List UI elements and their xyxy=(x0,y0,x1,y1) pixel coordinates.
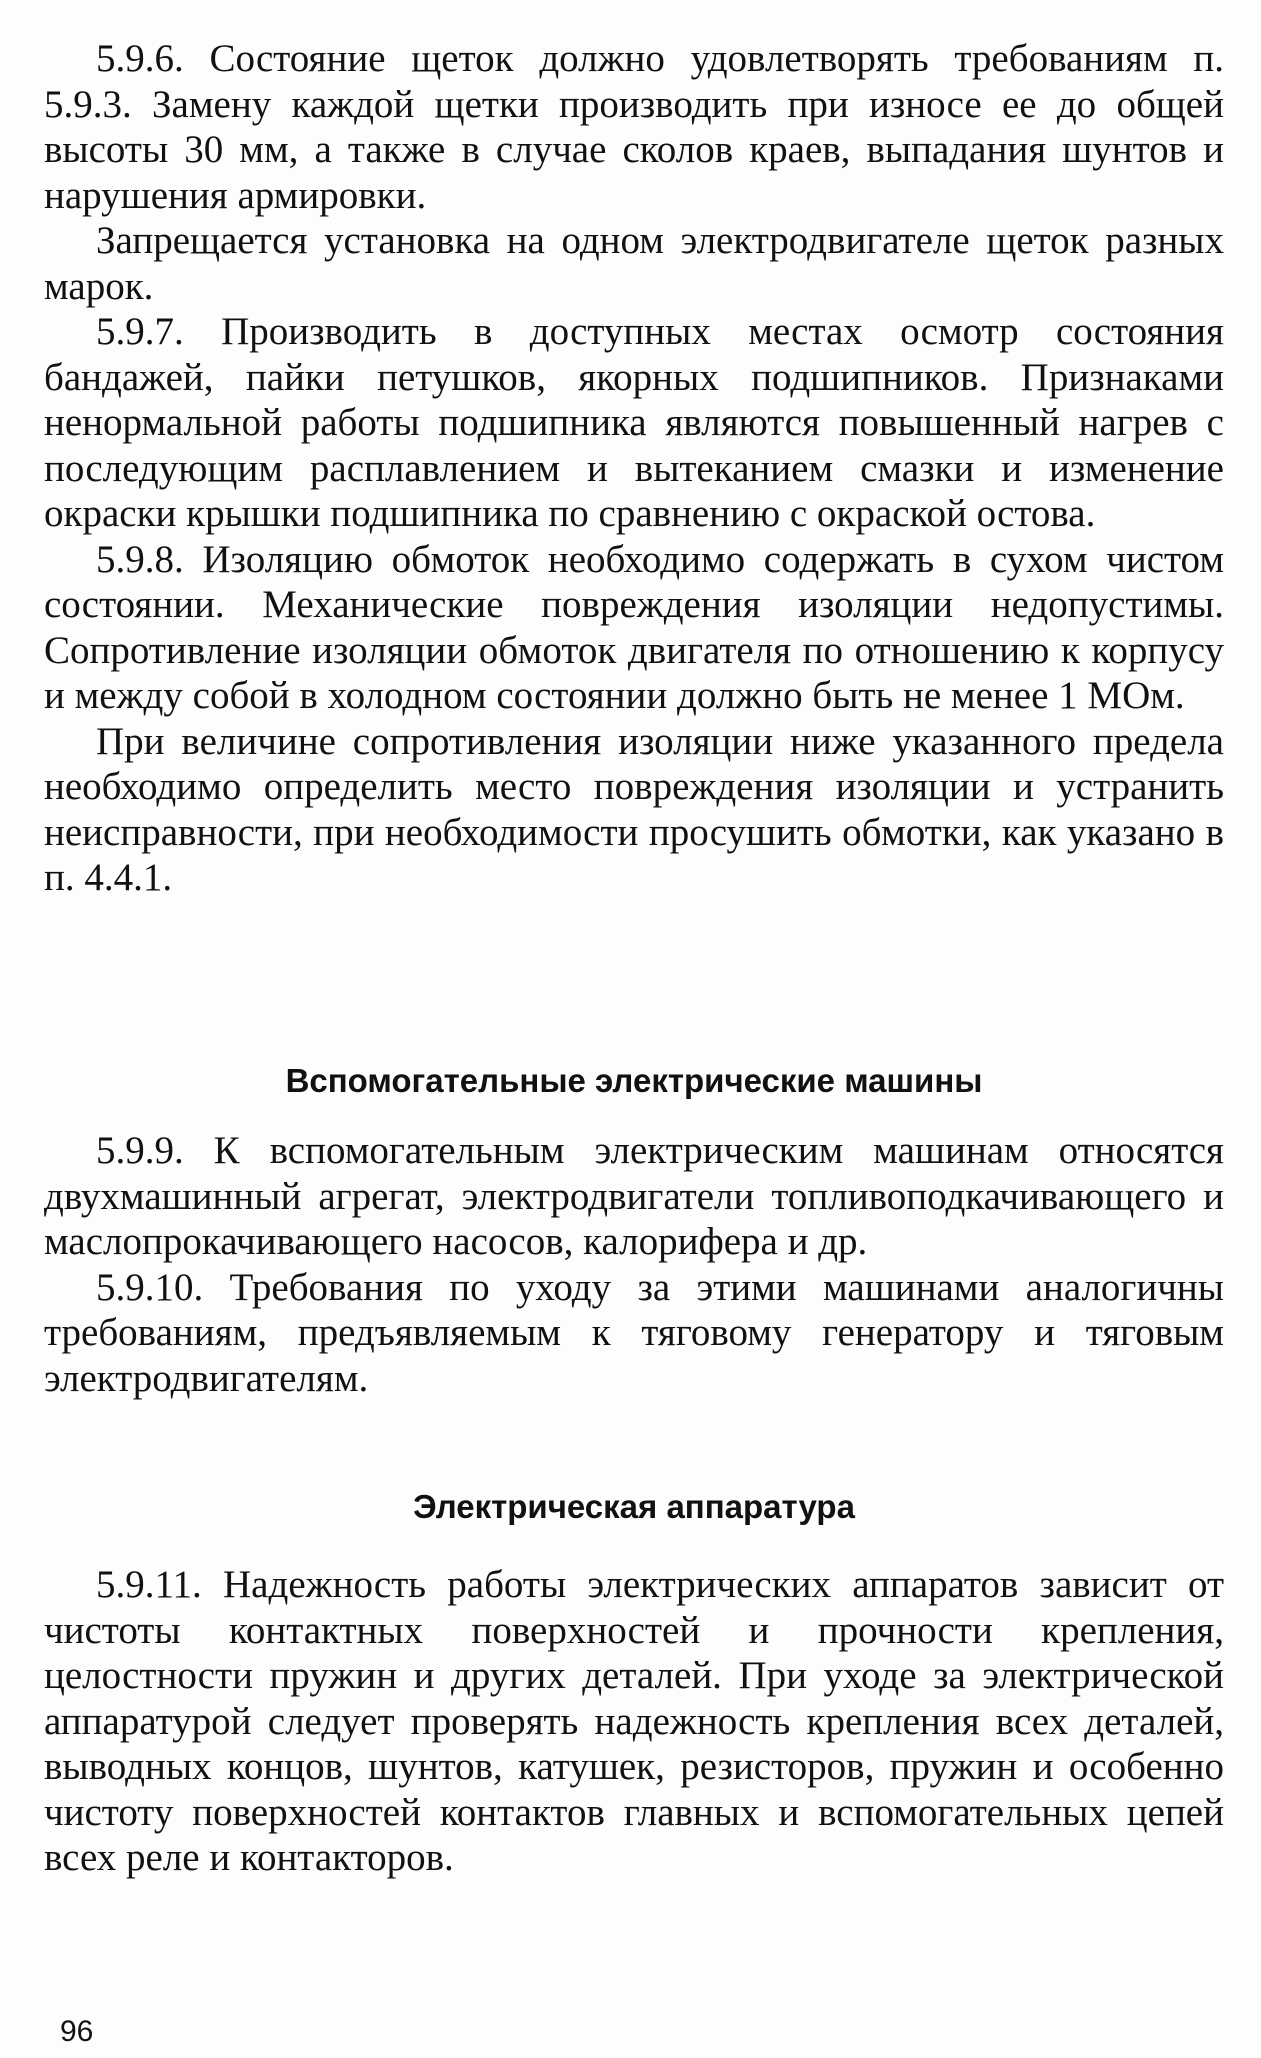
paragraph-5-9-9: 5.9.9. К вспомогательным электрическим машинам относятся двухмашинный агрегат, электродвигатели топливоподкачивающего и маслопрокачивающего насосов, калорифера и др. xyxy=(44,1129,1224,1263)
section-electrical-apparatus-body xyxy=(44,1562,1224,1881)
paragraph-5-9-8: 5.9.8. Изоляцию обмоток необходимо содержать в сухом чистом состоянии. Механические повреждения изоляции недопустимы. Сопротивление изоляции обмоток двигателя по отношению к корпусу и между собой в холодном состоянии должно быть не менее 1 МОм. xyxy=(44,537,1224,717)
heading-auxiliary-machines: Вспомогательные электрические машины xyxy=(285,1062,983,1099)
section-5-9-body xyxy=(44,36,1224,901)
heading-electrical-apparatus: Электрическая аппаратура xyxy=(413,1488,855,1525)
paragraph-5-9-6: 5.9.6. Состояние щеток должно удовлетворять требованиям п. 5.9.3. Замену каждой щетки производить при износе ее до общей высоты 30 мм, а также в случае сколов краев, выпадания шунтов и нарушения армировки. xyxy=(44,37,1224,217)
paragraph-prohibition: Запрещается установка на одном электродвигателе щеток разных марок. xyxy=(44,219,1224,308)
section-auxiliary-machines-body xyxy=(44,1128,1224,1401)
paragraph-insulation-resistance: При величине сопротивления изоляции ниже указанного предела необходимо определить место повреждения изоляции и устранить неисправности, при необходимости просушить обмотки, как указано в п. 4.4.1. xyxy=(44,719,1224,899)
paragraph-5-9-10: 5.9.10. Требования по уходу за этими машинами аналогичны требованиям, предъявляемым к тяговому генератору и тяговым электродвигателям. xyxy=(44,1265,1224,1400)
paragraph-5-9-11: 5.9.11. Надежность работы электрических аппаратов зависит от чистоты контактных поверхностей и прочности крепления, целостности пружин и других деталей. При уходе за электрической аппаратурой следует проверять надежность крепления всех деталей, выводных концов, шунтов, катушек, резисторов, пружин и особенно чистоту поверхностей контактов главных и вспомогательных цепей всех реле и контакторов. xyxy=(44,1563,1224,1879)
paragraph-5-9-7: 5.9.7. Производить в доступных местах осмотр состояния бандажей, пайки петушков, якорных подшипников. Признаками ненормальной работы подшипника являются повышенный нагрев с последующим расплавлением и вытеканием смазки и изменение окраски крышки подшипника по сравнению с окраской остова. xyxy=(44,310,1224,535)
page-number: 96 xyxy=(60,2015,94,2048)
